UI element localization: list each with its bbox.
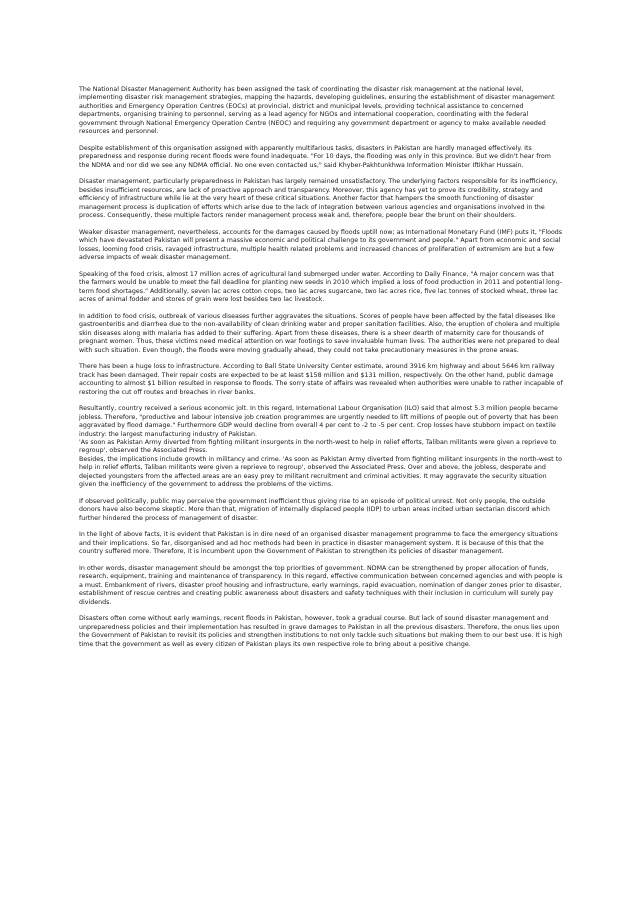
paragraph-conclusion: Disasters often come without early warnings, recent floods in Pakistan, however, took a gradual course. But lack of sound disaster management and unpreparedness policies and their implementation has resulted in grave damages to Pakistan in all the previous disasters. Therefore, the onus lies upon the Government of Pakistan to revisit its policies and strengthen institutions to not only tackle such situations but making them to our best use. It is high time that the government as well as every citizen of Pakistan plays its own respective role to bring about a positive change. [79,615,563,648]
paragraph-weak-management-damages: Weaker disaster management, nevertheless, accounts for the damages caused by floods uptill now; as International Monetary Fund (IMF) puts it, "Floods which have devastated Pakistan will present a massive economic and political challenge to its government and people." Apart from economic and social losses, looming food crisis, ravaged infrastructure, multiple health related problems and increased chances of proliferation of extremism are but a few adverse impacts of weak disaster management. [79,228,563,262]
paragraph-food-crisis: Speaking of the food crisis, almost 17 million acres of agricultural land submerged under water. According to Daily Finance, "A major concern was that the farmers would be unable to meet the fall deadline for planting new seeds in 2010 which implied a loss of food production in 2011 and potential long-term food shortages." Additionally, seven lac acres cotton crops, two lac acres sugarcane, two lac acres rice, five lac tonnes of stocked wheat, three lac acres of animal fodder and stores of grain were lost besides two lac livestock. [79,270,562,304]
paragraph-preparedness-unsatisfactory: Disaster management, particularly preparedness in Pakistan has largely remained unsatisfactory. The underlying factors responsible for its inefficiency, besides insufficient resources, are lack of proactive approach and transparency. Moreover, this agency has yet to prove its credibility, strategy and efficiency of infrastructure while lie at the very heart of these critical situations. Another factor that hampers the smooth functioning of disaster management process is duplication of efforts which arise due to the lack of integration between various agencies and organisations involved in the process. Consequently, these multiple factors render management process weak and, therefore, people bear the brunt on their shoulders. [79,178,558,220]
paragraph-priorities: In other words, disaster management should be amongst the top priorities of government. NDMA can be strengthened by proper allocation of funds, research, equipment, training and maintenance of transparency. In this regard, effective communication between concerned agencies and with people is a must. Embankment of rivers, disaster proof housing and infrastructure, early warnings, rapid evacuation, nomination of danger zones prior to disaster, establishment of rescue centres and creating public awareness about disasters and safety techniques with their inclusion in curriculum will surely pay dividends. [79,565,563,606]
paragraph-ndma-ineffectiveness: Despite establishment of this organisation assigned with apparently multifarious tasks, disasters in Pakistan are hardly managed effectively. Its preparedness and response during recent floods were found inadequate. "For 10 days, the flooding was only in this province. But we didn't hear from the NDMA and nor did we see any NDMA official. No one even contacted us," said Khyber-Pakhtunkhwa Information Minister Iftikhar Hussain. [79,144,551,169]
paragraph-ndma-mandate: The National Disaster Management Authority has been assigned the task of coordinating the disaster risk management at the national level, implementing disaster risk management strategies, mapping the hazards, developing guidelines, ensuring the establishment of disaster management authorities and Emergency Operation Centres (EOCs) at provincial, district and municipal levels, providing technical assistance to concerned departments, organising training to personnel, serving as a lead agency for NGOs and international cooperation, coordinating with the federal government through National Emergency Operation Centre (NEOC) and requiring any government department or agency to make available needed resources and personnel. [79,86,555,136]
paragraph-political-unrest: If observed politically, public may perceive the government inefficient thus giving rise to an episode of political unrest. Not only people, the outside donors have also become skeptic. More than that, migration of internally displaced people (IDP) to urban areas incited urban sectarian discord which further hindered the process of management of disaster. [79,497,550,522]
paragraph-infrastructure-loss: There has been a huge loss to infrastructure. According to Ball State University Center estimate, around 3916 km highway and about 5646 km railway track has been damaged. Their repair costs are expected to be at least $158 million and $131 million, respectively. On the other hand, public damage accounting to almost $1 billion resulted in response to floods. The sorry state of affairs was revealed when authorities were unable to rather incapable of restoring the cut off routes and breaches in river banks. [79,363,563,396]
paragraph-need-for-programme: In the light of above facts, it is evident that Pakistan is in dire need of an organised disaster management programme to face the emergency situations and their implications. So far, disorganised and ad hoc methods had been in practice in disaster management system. It is because of this that the country suffered more. Therefore, it is incumbent upon the Government of Pakistan to strengthen its policies of disaster management. [79,531,558,556]
document-body [79,86,563,657]
paragraph-economic-jolt: Resultantly, country received a serious economic jolt. In this regard, International Labour Organisation (ILO) said that almost 5.3 million people became jobless. Therefore, "productive and labour intensive job creation programmes are urgently needed to lift millions of people out of poverty that has been aggravated by flood damage." Furthermore GDP would decline from overall 4 per cent to -2 to -5 per cent. Crop losses have stubborn impact on textile industry: the largest manufacturing industry of Pakistan. 'As soon as Pakistan Army diverted from fighting militant insurgents in the north-west to help in relief efforts, Taliban militants were given a reprieve to regroup', observed the Associated Press. Besides, the implications include growth in militancy and crime. 'As soon as Pakistan Army diverted from fighting militant insurgents in the north-west to help in relief efforts, Taliban militants were given a reprieve to regroup', observed the Associated Press. Over and above, the jobless, desperate and dejected youngsters from the affected areas are an easy prey to militant recruitment and criminal activities. It may aggravate the security situation given the inefficiency of the government to address the problems of the victims. [79,405,562,488]
paragraph-disease-outbreak: In addition to food crisis, outbreak of various diseases further aggravates the situations. Scores of people have been affected by the fatal diseases like gastroenteritis and diarrhea due to the non-availability of clean drinking water and proper sanitation facilities. Also, the eruption of cholera and multiple skin diseases along with malaria has added to their suffering. Apart from these diseases, there is a sheer dearth of maternity care for thousands of pregnant women. Thus, these victims need medical attention on war footings to save invaluable human lives. The authorities were not prepared to deal with such situation. Even though, the floods were moving gradually ahead, they could not take precautionary measures in the prone areas. [79,312,560,354]
